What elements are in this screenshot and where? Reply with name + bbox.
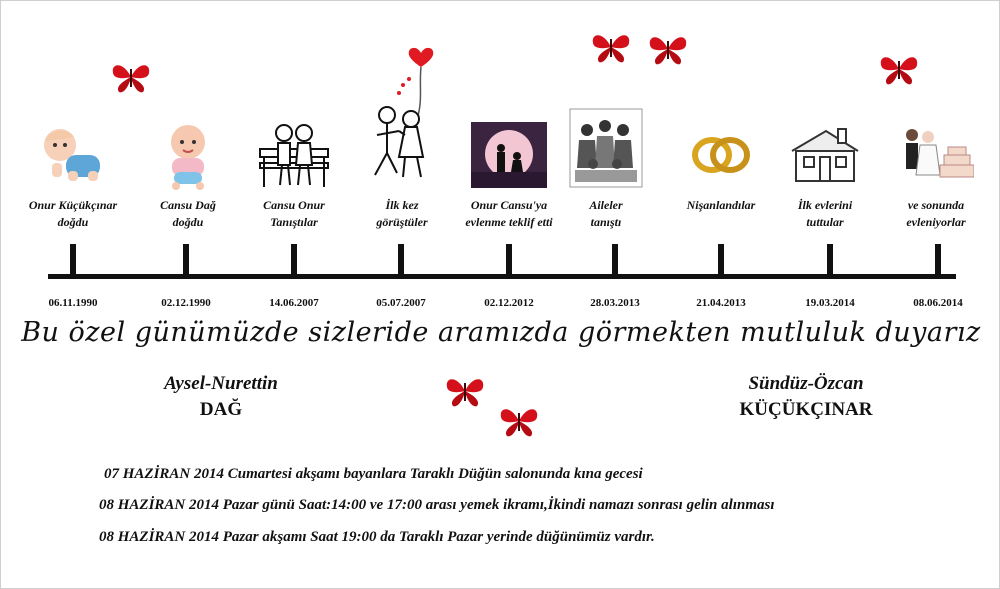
timeline-tick (183, 244, 189, 277)
timeline-tick (291, 244, 297, 277)
event-date: 21.04.2013 (696, 297, 746, 309)
house-icon (780, 119, 870, 191)
family-surname: DAĞ (199, 399, 243, 420)
timeline-event (881, 119, 991, 231)
timeline-event (347, 45, 457, 231)
event-date: 05.07.2007 (376, 297, 426, 309)
butterfly-icon (877, 51, 921, 87)
timeline-event (239, 119, 349, 231)
event-date: 02.12.2012 (484, 297, 534, 309)
butterfly-icon (646, 31, 690, 67)
event-label: Aileler tanıştı (589, 198, 623, 229)
marriage-proposal-icon (464, 119, 554, 191)
family-names: Aysel-Nurettin (164, 373, 278, 394)
event-label: ve sonunda evleniyorlar (906, 198, 966, 229)
event-detail-line: 08 HAZİRAN 2014 Pazar günü Saat:14:00 ve 17:00 arası yemek ikramı,İkindi namazı sonrası gelin alınması (99, 497, 775, 513)
bride-family (121, 371, 321, 423)
couple-on-bench-icon (249, 119, 339, 191)
butterfly-icon (589, 29, 633, 65)
timeline-event (551, 105, 661, 231)
event-date: 06.11.1990 (48, 297, 98, 309)
event-date: 02.12.1990 (161, 297, 211, 309)
event-date: 28.03.2013 (590, 297, 640, 309)
crawling-baby-icon (28, 119, 118, 191)
event-label: Nişanlandılar (686, 198, 756, 212)
timeline-event (18, 119, 128, 231)
event-date: 08.06.2014 (913, 297, 963, 309)
butterfly-icon (109, 59, 153, 95)
groom-family (691, 371, 921, 423)
event-label: Onur Cansu'ya evlenme teklif etti (465, 198, 553, 229)
timeline-tick (827, 244, 833, 277)
couple-with-balloon-icon (357, 45, 447, 191)
event-label: İlk evlerini tuttular (797, 198, 853, 229)
family-group-icon (561, 105, 651, 191)
butterfly-icon (443, 373, 487, 409)
sitting-baby-icon (143, 119, 233, 191)
timeline-event (454, 119, 564, 231)
invitation-wish: Bu özel günümüzde sizleride aramızda görmekten mutluluk duyarız (21, 317, 981, 348)
timeline-tick (70, 244, 76, 277)
rings-icon (676, 119, 766, 191)
timeline-tick (612, 244, 618, 277)
event-date: 14.06.2007 (269, 297, 319, 309)
timeline-event (770, 119, 880, 231)
event-date: 19.03.2014 (805, 297, 855, 309)
timeline-event (133, 119, 243, 231)
timeline-tick (398, 244, 404, 277)
butterfly-icon (497, 403, 541, 439)
bride-groom-cake-icon (891, 119, 981, 191)
timeline-event (666, 119, 776, 214)
timeline-tick (935, 244, 941, 277)
family-surname: KÜÇÜKÇINAR (739, 399, 873, 420)
event-detail-line: 07 HAZİRAN 2014 Cumartesi akşamı bayanlara Taraklı Düğün salonunda kına gecesi (104, 466, 643, 482)
timeline-tick (718, 244, 724, 277)
event-label: Onur Küçükçınar doğdu (28, 198, 118, 229)
event-label: Cansu Onur Tanıştılar (263, 198, 325, 229)
event-detail-line: 08 HAZİRAN 2014 Pazar akşamı Saat 19:00 da Taraklı Pazar yerinde düğünümüz vardır. (99, 529, 655, 545)
timeline-tick (506, 244, 512, 277)
family-names: Sündüz-Özcan (748, 373, 864, 394)
event-label: İlk kez görüştüler (376, 198, 428, 229)
event-label: Cansu Dağ doğdu (160, 198, 216, 229)
